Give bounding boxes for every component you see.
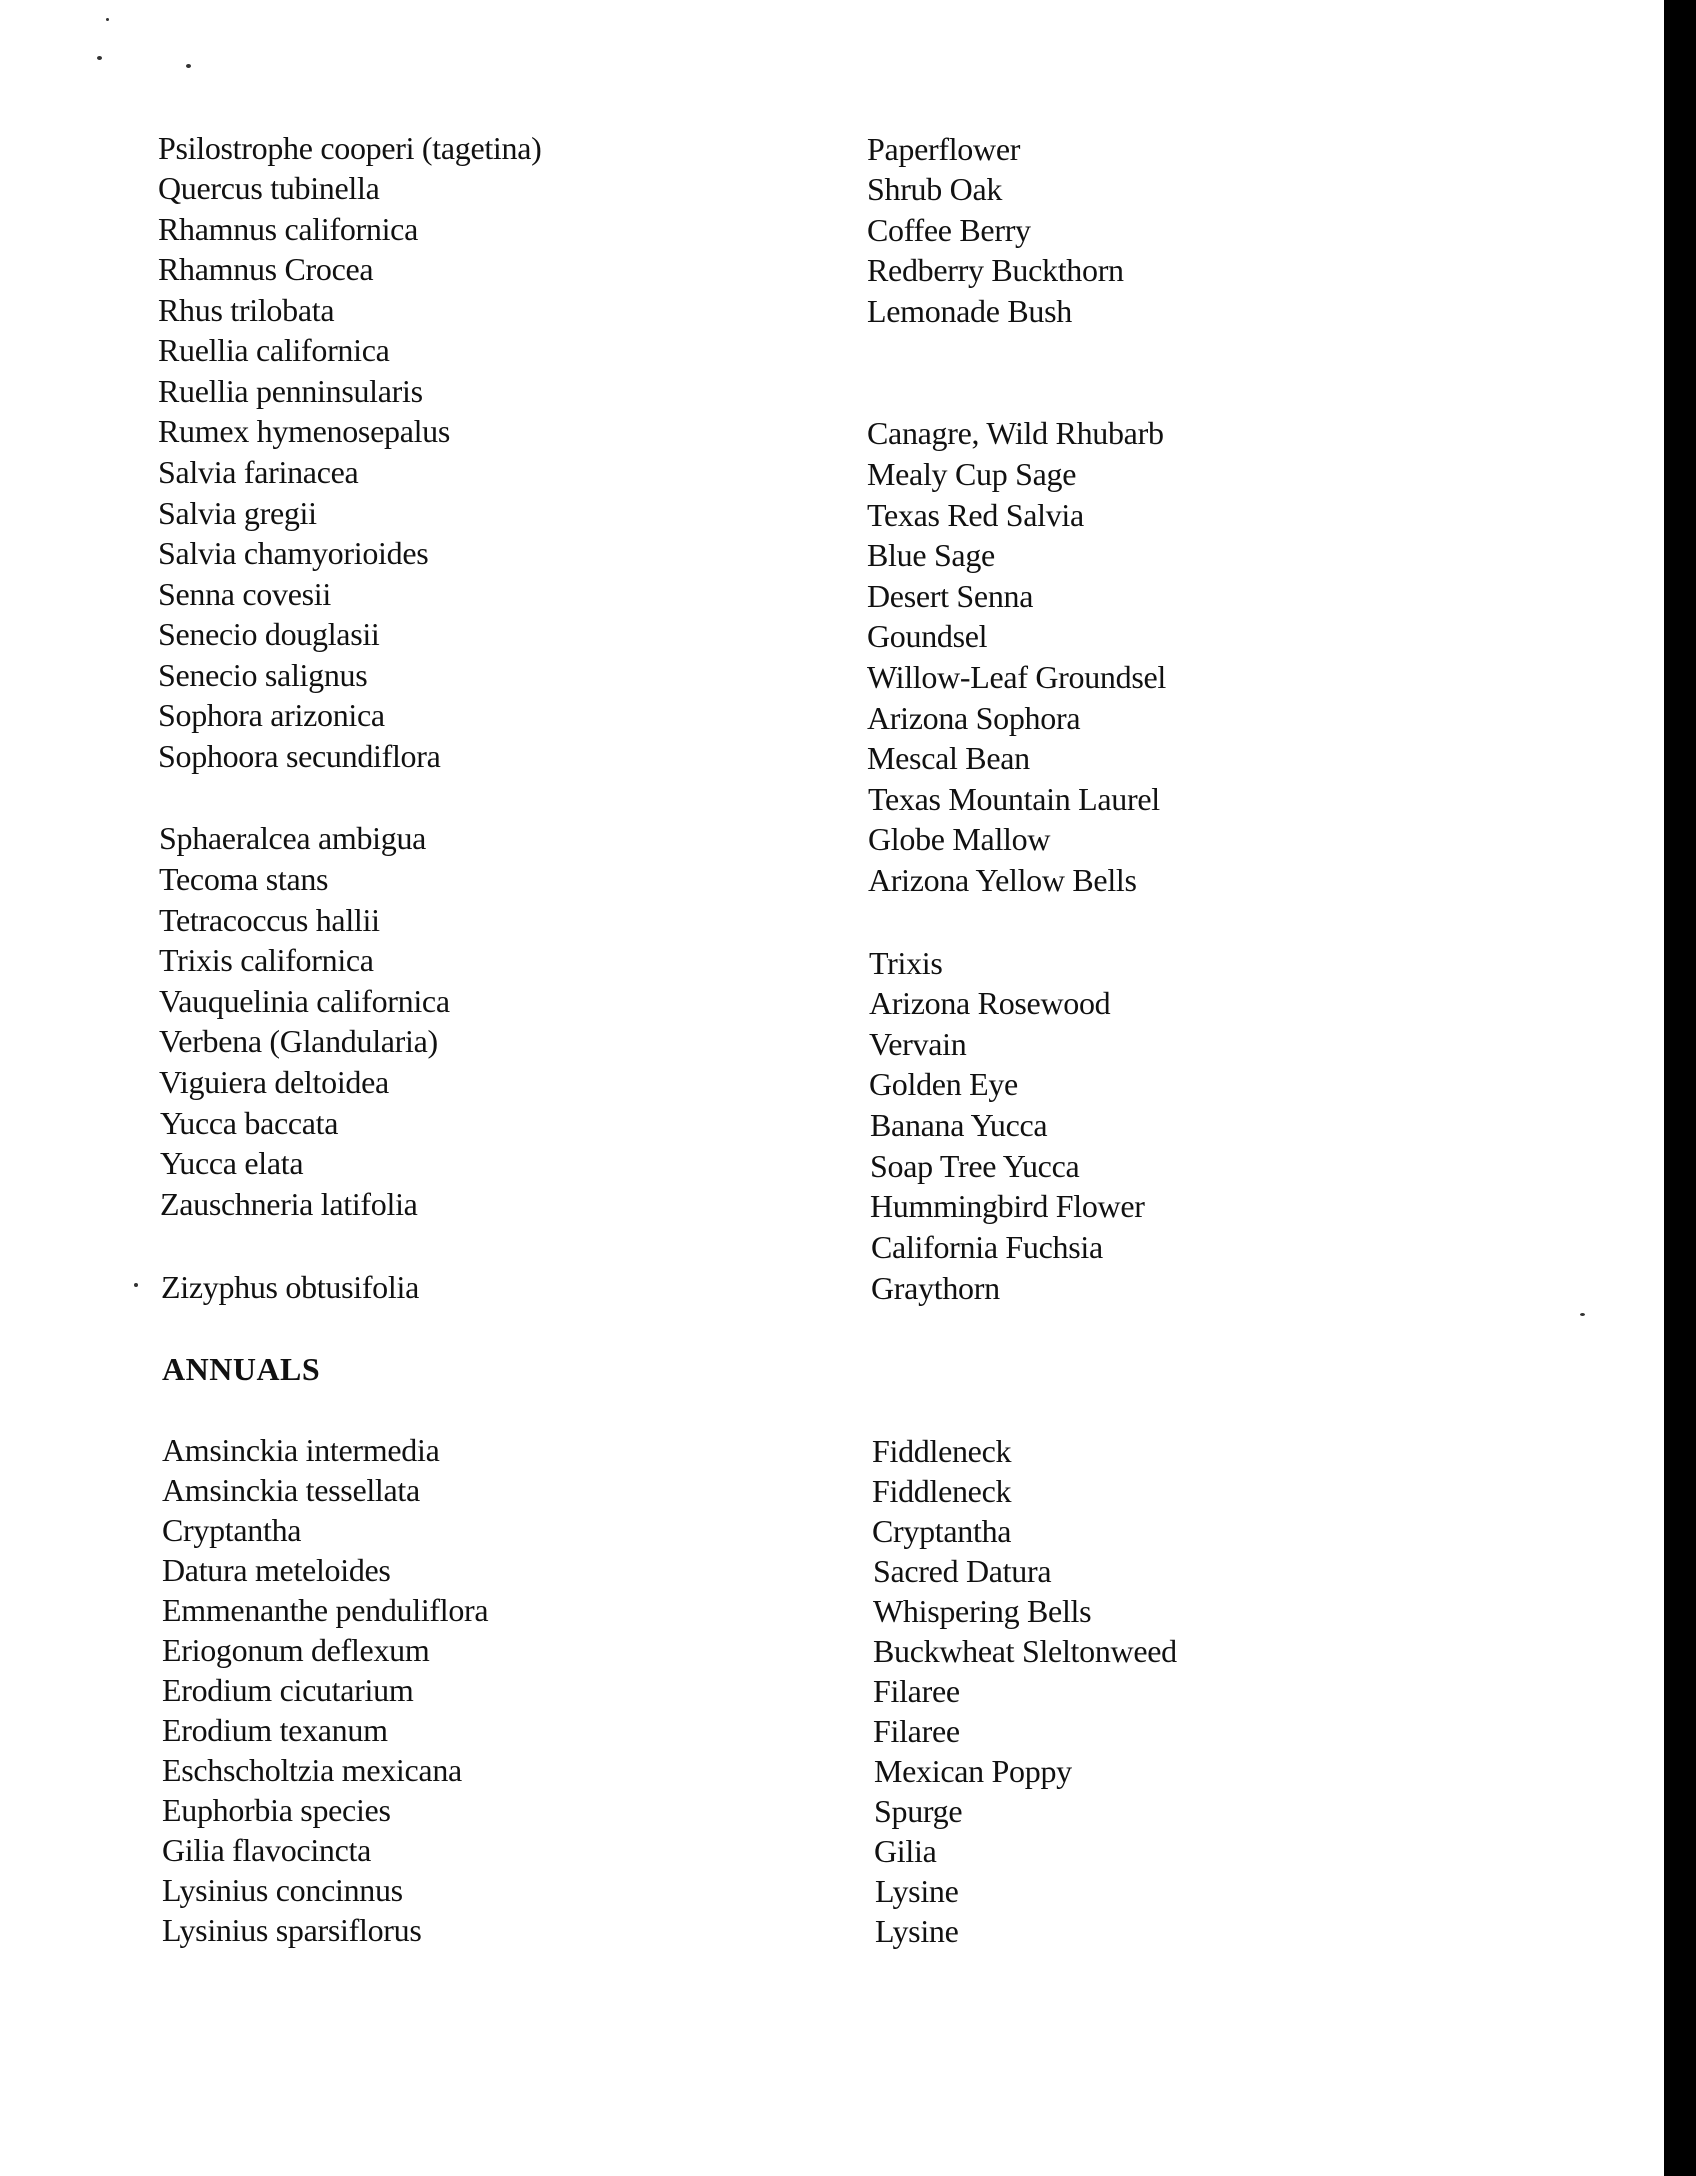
- common-name: Fiddleneck: [872, 1473, 1012, 1509]
- scientific-name: Rhamnus Crocea: [158, 251, 374, 287]
- scientific-name: Eschscholtzia mexicana: [162, 1752, 462, 1788]
- scientific-name: Lysinius sparsiflorus: [162, 1912, 422, 1948]
- common-name: Coffee Berry: [867, 212, 1031, 248]
- scientific-name: Rhus trilobata: [158, 292, 335, 328]
- common-name: Texas Mountain Laurel: [868, 781, 1160, 817]
- common-name: Cryptantha: [872, 1513, 1012, 1549]
- scientific-name: Cryptantha: [162, 1512, 302, 1548]
- common-name: Texas Red Salvia: [867, 497, 1084, 533]
- scientific-name: Rhamnus californica: [158, 211, 418, 247]
- scientific-name: Tecoma stans: [159, 861, 329, 897]
- scientific-name: Erodium cicutarium: [162, 1672, 414, 1708]
- common-name: Golden Eye: [869, 1066, 1018, 1102]
- scientific-name: Salvia chamyorioides: [158, 535, 429, 571]
- common-name: Gilia: [874, 1833, 937, 1869]
- scientific-name: Ruellia penninsularis: [158, 373, 423, 409]
- scientific-name: Quercus tubinella: [158, 170, 380, 206]
- common-name: Trixis: [869, 945, 943, 981]
- scientific-name: Verbena (Glandularia): [159, 1023, 438, 1059]
- common-name: Whispering Bells: [873, 1593, 1092, 1629]
- common-name: Lemonade Bush: [867, 293, 1072, 329]
- scientific-name: Emmenanthe penduliflora: [162, 1592, 489, 1628]
- section-heading-annuals: ANNUALS: [162, 1351, 321, 1387]
- scientific-name: Yucca baccata: [160, 1105, 339, 1141]
- common-name: Mescal Bean: [867, 740, 1030, 776]
- common-name: Fiddleneck: [872, 1433, 1012, 1469]
- scientific-name: Vauquelinia californica: [159, 983, 450, 1019]
- scientific-name: Sophoora secundiflora: [158, 738, 441, 774]
- scientific-name: Ruellia californica: [158, 332, 390, 368]
- scientific-name: Sophora arizonica: [158, 697, 385, 733]
- scan-speck: [97, 56, 102, 60]
- scan-edge-bar: [1664, 0, 1696, 2176]
- common-name: Mealy Cup Sage: [867, 456, 1077, 492]
- scan-speck: [186, 64, 191, 68]
- common-name: Vervain: [869, 1026, 967, 1062]
- common-name: Goundsel: [867, 618, 988, 654]
- scientific-name: Senna covesii: [158, 576, 331, 612]
- common-name: Filaree: [873, 1673, 960, 1709]
- common-name: Mexican Poppy: [874, 1753, 1072, 1789]
- common-name: Arizona Yellow Bells: [868, 862, 1137, 898]
- scientific-name: Zauschneria latifolia: [160, 1186, 418, 1222]
- common-name: Spurge: [874, 1793, 963, 1829]
- common-name: California Fuchsia: [871, 1229, 1103, 1265]
- common-name: Soap Tree Yucca: [870, 1148, 1080, 1184]
- scientific-name: Senecio douglasii: [158, 616, 380, 652]
- scientific-name: Tetracoccus hallii: [159, 902, 380, 938]
- common-name: Lysine: [875, 1913, 959, 1949]
- common-name: Arizona Sophora: [867, 700, 1081, 736]
- scientific-name: Viguiera deltoidea: [159, 1064, 389, 1100]
- common-name: Banana Yucca: [870, 1107, 1048, 1143]
- scientific-name: Trixis californica: [159, 942, 374, 978]
- common-name: Desert Senna: [867, 578, 1034, 614]
- scientific-name: Gilia flavocincta: [162, 1832, 372, 1868]
- common-name: Filaree: [873, 1713, 960, 1749]
- common-name: Sacred Datura: [873, 1553, 1052, 1589]
- scientific-name: Euphorbia species: [162, 1792, 391, 1828]
- common-name: Globe Mallow: [868, 821, 1051, 857]
- scientific-name: Senecio salignus: [158, 657, 368, 693]
- scan-speck: [106, 18, 109, 21]
- scientific-name: Psilostrophe cooperi (tagetina): [158, 130, 542, 166]
- common-name: Blue Sage: [867, 537, 995, 573]
- common-name: Willow-Leaf Groundsel: [867, 659, 1166, 695]
- common-name: Arizona Rosewood: [869, 985, 1111, 1021]
- scientific-name: Yucca elata: [160, 1145, 304, 1181]
- scientific-name: Salvia farinacea: [158, 454, 359, 490]
- common-name: Shrub Oak: [867, 171, 1003, 207]
- common-name: Redberry Buckthorn: [867, 252, 1124, 288]
- scientific-name: Zizyphus obtusifolia: [161, 1269, 419, 1305]
- scan-speck: [134, 1283, 138, 1287]
- scientific-name: Eriogonum deflexum: [162, 1632, 430, 1668]
- scientific-name: Amsinckia intermedia: [162, 1432, 440, 1468]
- common-name: Lysine: [875, 1873, 959, 1909]
- common-name: Graythorn: [871, 1270, 1000, 1306]
- scientific-name: Lysinius concinnus: [162, 1872, 403, 1908]
- scan-speck: [1580, 1313, 1585, 1316]
- common-name: Hummingbird Flower: [870, 1188, 1145, 1224]
- common-name: Paperflower: [867, 131, 1021, 167]
- scientific-name: Sphaeralcea ambigua: [159, 820, 427, 856]
- scientific-name: Datura meteloides: [162, 1552, 391, 1588]
- scientific-name: Erodium texanum: [162, 1712, 388, 1748]
- common-name: Buckwheat Sleltonweed: [873, 1633, 1177, 1669]
- scientific-name: Rumex hymenosepalus: [158, 413, 451, 449]
- common-name: Canagre, Wild Rhubarb: [867, 415, 1164, 451]
- scientific-name: Salvia gregii: [158, 495, 317, 531]
- scientific-name: Amsinckia tessellata: [162, 1472, 420, 1508]
